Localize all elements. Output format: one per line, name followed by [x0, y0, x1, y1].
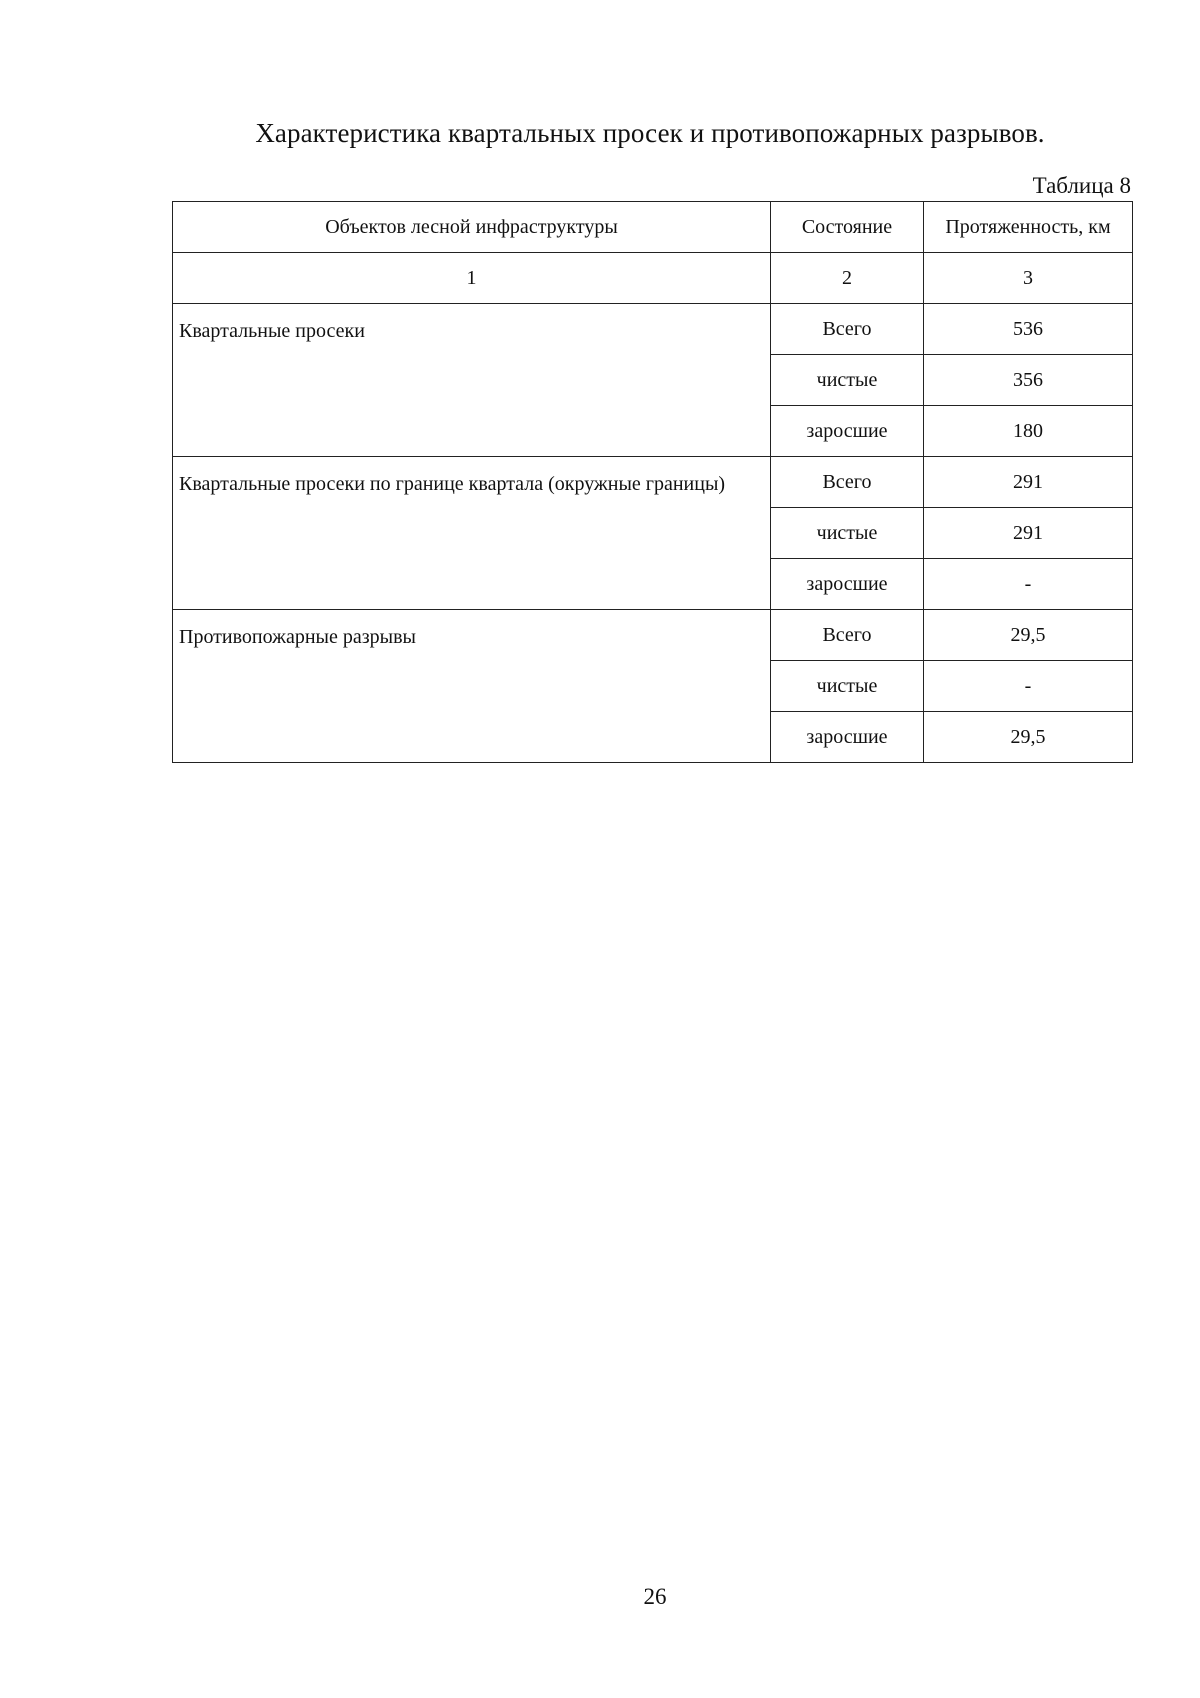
state-cell: Всего: [771, 304, 924, 355]
column-number: 1: [173, 253, 771, 304]
column-number: 2: [771, 253, 924, 304]
table-label: Таблица 8: [1032, 173, 1131, 198]
length-cell: -: [924, 661, 1133, 712]
length-cell: 180: [924, 406, 1133, 457]
length-cell: 356: [924, 355, 1133, 406]
table-row: [173, 304, 1133, 355]
state-cell: заросшие: [771, 559, 924, 610]
header-objects: Объектов лесной инфраструктуры: [173, 202, 771, 253]
state-cell: Всего: [771, 610, 924, 661]
column-number-row: [173, 253, 1133, 304]
object-name-cell: Противопожарные разрывы: [173, 610, 771, 763]
header-length: Протяженность, км: [924, 202, 1133, 253]
state-cell: чистые: [771, 661, 924, 712]
column-number: 3: [924, 253, 1133, 304]
length-cell: 29,5: [924, 610, 1133, 661]
table-row: [173, 610, 1133, 661]
page-number: 26: [643, 1584, 667, 1609]
object-name-cell: Квартальные просеки: [173, 304, 771, 457]
state-cell: чистые: [771, 508, 924, 559]
header-state: Состояние: [771, 202, 924, 253]
state-cell: заросшие: [771, 712, 924, 763]
table-header-row: [173, 202, 1133, 253]
length-cell: 291: [924, 508, 1133, 559]
state-cell: чистые: [771, 355, 924, 406]
length-cell: -: [924, 559, 1133, 610]
infrastructure-table: [172, 201, 1133, 763]
length-cell: 291: [924, 457, 1133, 508]
length-cell: 536: [924, 304, 1133, 355]
table-row: [173, 457, 1133, 508]
state-cell: заросшие: [771, 406, 924, 457]
object-name-cell: Квартальные просеки по границе квартала (окружные границы): [173, 457, 771, 610]
state-cell: Всего: [771, 457, 924, 508]
length-cell: 29,5: [924, 712, 1133, 763]
page-title: Характеристика квартальных просек и противопожарных разрывов.: [255, 118, 1045, 148]
